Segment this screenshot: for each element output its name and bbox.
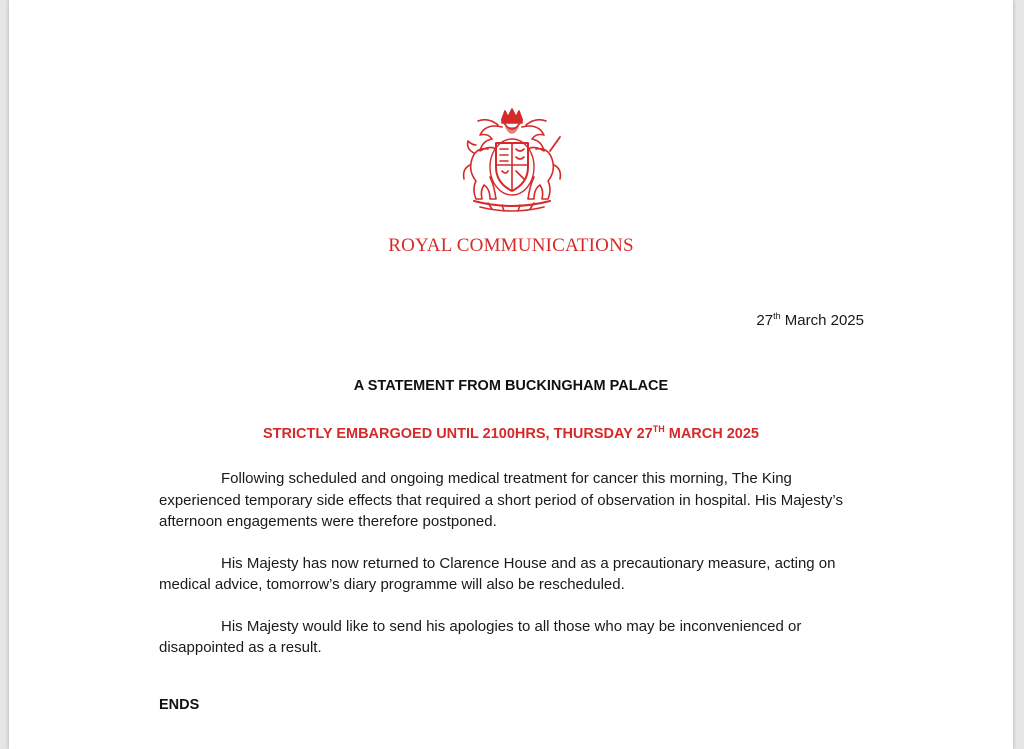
embargo-text: STRICTLY EMBARGOED UNTIL 2100HRS, THURSDAY 27 [263, 426, 653, 442]
body-paragraph: Following scheduled and ongoing medical treatment for cancer this morning, The King experienced temporary side effects that required a short period of observation in hospital. His Majesty’s afternoon engagements were therefore postponed. [159, 470, 843, 530]
body-paragraph: His Majesty would like to send his apologies to all those who may be inconvenienced or disappointed as a result. [159, 617, 802, 656]
body-paragraph: His Majesty has now returned to Clarence House and as a precautionary measure, acting on medical advice, tomorrow’s diary programme will also be rescheduled. [159, 554, 836, 593]
document-page [9, 0, 1013, 749]
ends-marker: ENDS [159, 697, 200, 713]
statement-date [756, 311, 864, 329]
embargo-notice [9, 424, 1013, 442]
letterhead-title: ROYAL COMMUNICATIONS [388, 235, 634, 256]
date-month-year: March 2025 [780, 312, 864, 329]
embargo-date: MARCH 2025 [664, 426, 759, 442]
date-day-suffix: th [773, 311, 781, 321]
date-day: 27 [756, 312, 774, 329]
royal-coat-of-arms-icon [458, 105, 566, 215]
statement-heading: A STATEMENT FROM BUCKINGHAM PALACE [353, 378, 669, 394]
embargo-suffix: TH [652, 424, 665, 434]
statement-body [159, 468, 869, 679]
